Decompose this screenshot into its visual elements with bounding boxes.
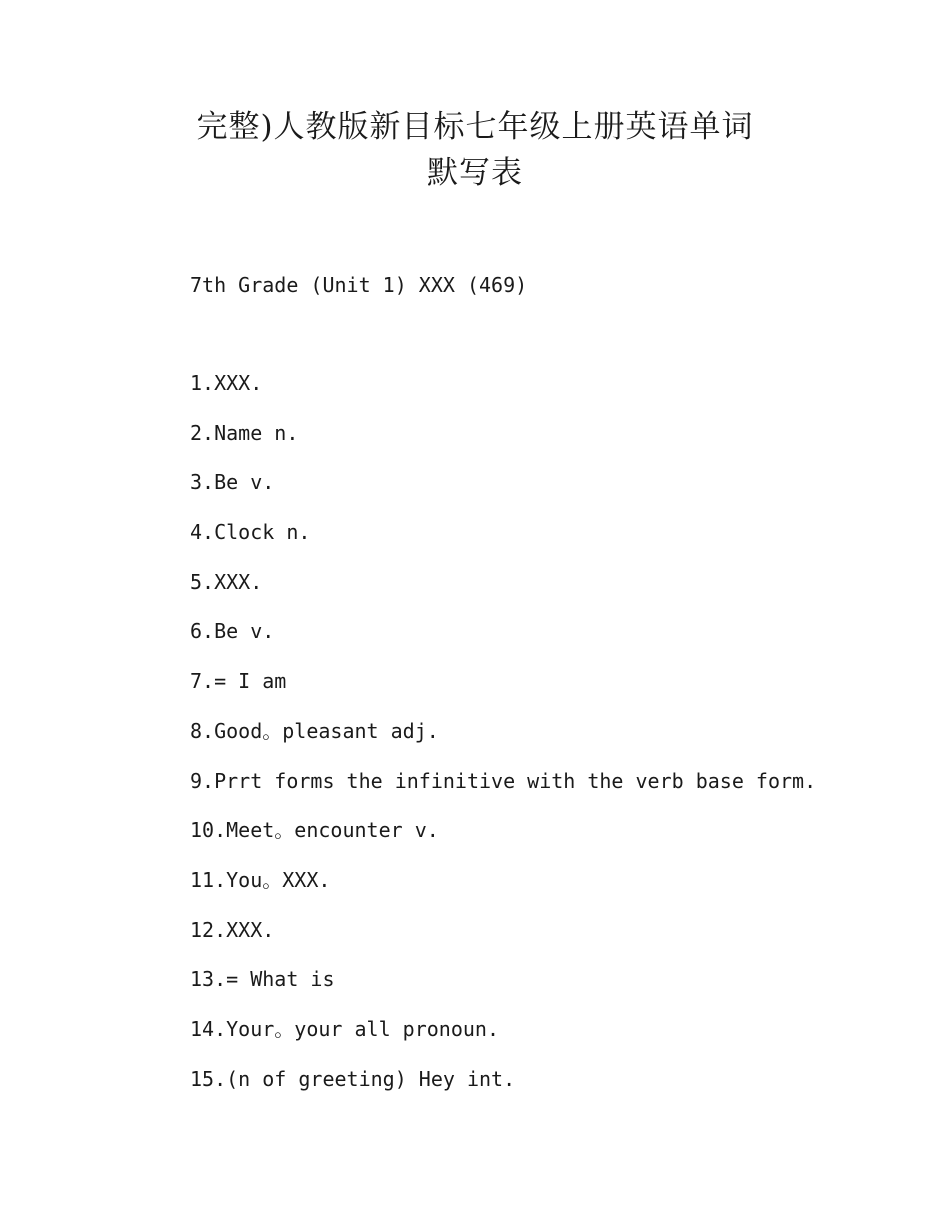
list-item: 7.= I am: [190, 669, 287, 694]
list-item: 2.Name n.: [190, 420, 299, 445]
title-line-2: 默写表: [427, 155, 523, 191]
list-item: 11.You。XXX.: [190, 867, 331, 892]
vocabulary-list: [190, 368, 816, 1113]
list-item: 1.XXX.: [190, 371, 263, 395]
list-item: 15.(n of greeting) Hey int.: [190, 1066, 516, 1091]
list-item: 4.Clock n.: [190, 520, 311, 545]
title-line-1: 完整)人教版新目标七年级上册英语单词: [196, 109, 754, 145]
list-item: 14.Your。your all pronoun.: [190, 1016, 499, 1041]
list-item: 5.XXX.: [190, 569, 263, 594]
list-item: 8.Good。pleasant adj.: [190, 718, 439, 743]
list-item: 6.Be v.: [190, 619, 275, 644]
list-item: 3.Be v.: [190, 470, 275, 495]
list-item: 9.Prrt forms the infinitive with the verb base form.: [190, 768, 817, 793]
document-title: [0, 104, 950, 196]
unit-heading: 7th Grade (Unit 1) XXX (469): [190, 273, 528, 297]
list-item: 13.= What is: [190, 967, 335, 992]
list-item: 12.XXX.: [190, 917, 275, 942]
list-item: 10.Meet。encounter v.: [190, 818, 439, 843]
